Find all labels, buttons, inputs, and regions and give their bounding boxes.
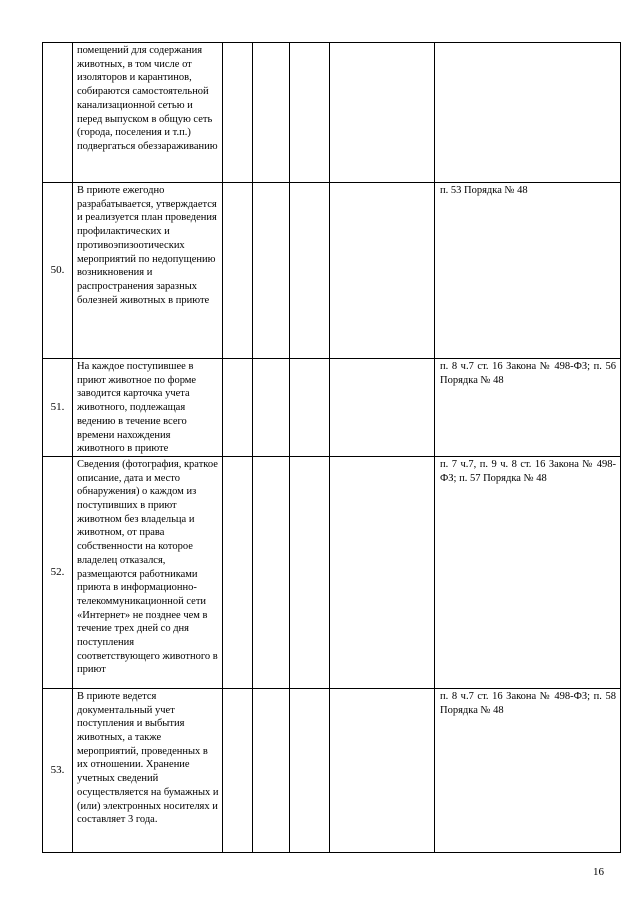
row-number: 53. — [43, 688, 73, 852]
requirement-text: В приюте ежегодно разрабатывается, утверждается и реализуется план проведения профилактических и противоэпизоотических мероприятий по недопущению возникновения и распространения заразных болезней животных в приюте — [73, 183, 223, 359]
empty-cell — [290, 359, 330, 457]
empty-cell — [290, 688, 330, 852]
table-row — [43, 688, 621, 852]
empty-cell — [223, 359, 253, 457]
table-row — [43, 183, 621, 359]
row-number — [43, 43, 73, 183]
empty-cell — [223, 183, 253, 359]
empty-cell — [330, 688, 435, 852]
empty-cell — [253, 183, 290, 359]
row-number: 50. — [43, 183, 73, 359]
legal-reference: п. 8 ч.7 ст. 16 Закона № 498-ФЗ; п. 56 Порядка № 48 — [435, 359, 621, 457]
empty-cell — [253, 359, 290, 457]
empty-cell — [330, 456, 435, 688]
empty-cell — [223, 688, 253, 852]
empty-cell — [330, 183, 435, 359]
requirement-text: В приюте ведется документальный учет поступления и выбытия животных, а также мероприятий, проведенных в их отношении. Хранение учетных сведений осуществляется на бумажных и (или) электронных носителях и составляет 3 года. — [73, 688, 223, 852]
page-number: 16 — [593, 866, 604, 878]
empty-cell — [253, 456, 290, 688]
empty-cell — [253, 688, 290, 852]
empty-cell — [253, 43, 290, 183]
requirement-text: Сведения (фотография, краткое описание, дата и место обнаружения) о каждом из поступивших в приют животном без владельца и животном, от права собственности на которое владелец отказался, размещаются работниками приюта в информационно-телекоммуникационной сети «Интернет» не позднее чем в течение трех дней со дня поступления соответствующего животного в приют — [73, 456, 223, 688]
legal-reference: п. 8 ч.7 ст. 16 Закона № 498-ФЗ; п. 58 Порядка № 48 — [435, 688, 621, 852]
legal-reference: п. 53 Порядка № 48 — [435, 183, 621, 359]
empty-cell — [290, 43, 330, 183]
empty-cell — [330, 43, 435, 183]
empty-cell — [223, 43, 253, 183]
table-row — [43, 456, 621, 688]
empty-cell — [223, 456, 253, 688]
empty-cell — [290, 183, 330, 359]
row-number: 52. — [43, 456, 73, 688]
requirement-text: помещений для содержания животных, в том числе от изоляторов и карантинов, собираются самостоятельной канализационной сетью и перед выпуском в общую сеть (города, поселения и т.п.) подвергаться обеззараживанию — [73, 43, 223, 183]
legal-reference — [435, 43, 621, 183]
checklist-table — [42, 42, 621, 853]
table-row — [43, 359, 621, 457]
requirement-text: На каждое поступившее в приют животное по форме заводится карточка учета животного, подлежащая ведению в течение всего времени нахождения животного в приюте — [73, 359, 223, 457]
empty-cell — [290, 456, 330, 688]
table-row — [43, 43, 621, 183]
empty-cell — [330, 359, 435, 457]
row-number: 51. — [43, 359, 73, 457]
legal-reference: п. 7 ч.7, п. 9 ч. 8 ст. 16 Закона № 498-ФЗ; п. 57 Порядка № 48 — [435, 456, 621, 688]
